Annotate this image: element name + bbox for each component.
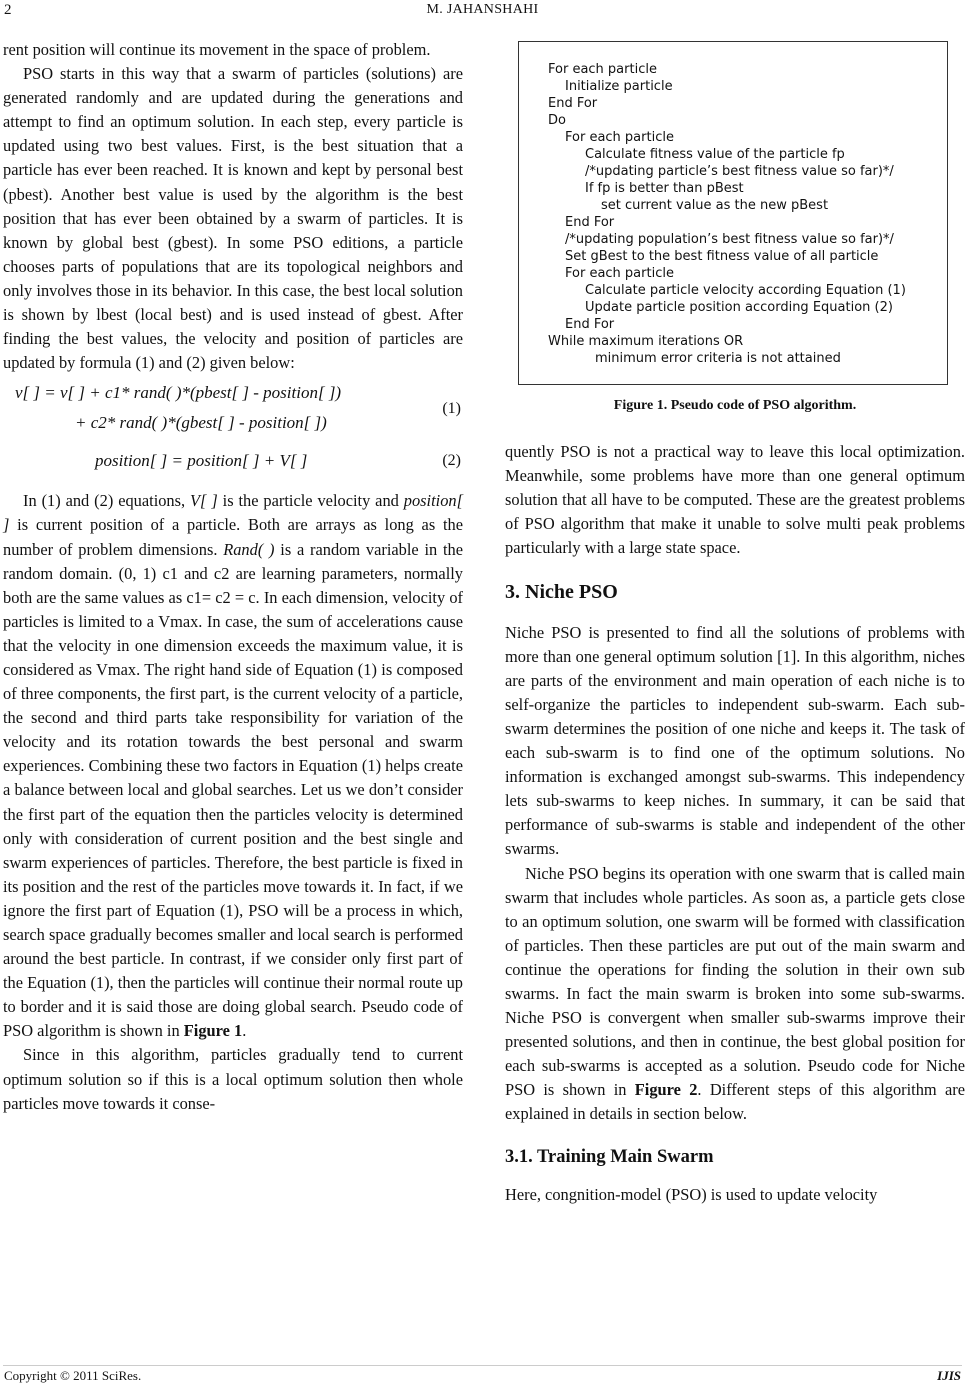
math-rand: Rand( ) (223, 539, 275, 559)
math-position: position[ ] (3, 491, 463, 535)
footer-copyright: Copyright © 2011 SciRes. (4, 1368, 142, 1383)
figure-2-reference[interactable]: Figure 2 (634, 1080, 698, 1100)
figure-1-pseudocode (518, 41, 948, 385)
equation-1-line-1: v[ ] = v[ ] + c1* rand( )*(pbest[ ] - position[ ]) (15, 383, 342, 403)
equation-1-line-2: + c2* rand( )*(gbest[ ] - position[ ]) (75, 413, 327, 433)
footer-journal: IJIS (937, 1368, 961, 1383)
code-line: Set gBest to the best fitness value of all particle (565, 249, 879, 264)
code-line: Update particle position according Equation (2) (585, 300, 893, 315)
code-line: Calculate particle velocity according Equation (1) (585, 283, 906, 298)
equation-2-body: position[ ] = position[ ] + V[ ] (95, 451, 308, 471)
paragraph: Since in this algorithm, particles gradually tend to current optimum solution so if this is a local optimum solution then whole particles move towards it conse- (3, 1045, 463, 1113)
text: . (242, 1021, 247, 1041)
right-column (505, 440, 965, 1207)
paragraph (505, 862, 965, 1127)
section-3-1-title: 3.1. Training Main Swarm (505, 1146, 714, 1167)
code-line: minimum error criteria is not attained (595, 351, 841, 366)
math-v: V[ ] (190, 491, 218, 511)
code-line: While maximum iterations OR (548, 334, 744, 349)
equation-1 (3, 379, 463, 439)
paragraph: Niche PSO is presented to find all the solutions of problems with more than one general optimum solution [1]. In this algorithm, niches are parts of the environment and main operation of each niche is to self-organize the particles to independent sub-swarm. Each sub-swarm determines the position of one niche and keeps it. The task of each sub-swarm is to find one of the optimum solutions. No information is exchanged amongst sub-swarms. This independency lets sub-swarms to keep niches. In summary, it can be said that performance of sub-swarms is stable and independent of the other swarms. (505, 622, 965, 859)
equation-2 (3, 447, 463, 477)
figure-1-caption: Figure 1. Pseudo code of PSO algorithm. (613, 398, 857, 413)
text: is the particle velocity and (222, 491, 399, 511)
paragraph (3, 489, 463, 1043)
section-3-title: 3. Niche PSO (505, 581, 618, 604)
code-line: Initialize particle (565, 79, 673, 94)
code-line: Calculate fitness value of the particle fp (585, 147, 845, 162)
paragraph: PSO starts in this way that a swarm of particles (solutions) are generated randomly and are updated during the generations and attempt to find an optimum solution. In each step, every particle is updated using two best values. First, is the best situation that a particle has ever been reached. It is known and kept by personal best (pbest). Another best value is used by the algorithm is the best position that has ever been obtained by a swarm of particles. It is known by global best (gbest). In some PSO editions, a particle chooses parts of populations that are its topological neighbors and only involves those in its behavior. In this case, the best local solution is shown by lbest (local best) and is used instead of gbest. After finding the best values, the velocity and position of particles are updated by formula (1) and (2) given below: (3, 64, 463, 373)
text: is a random variable in the random domain. (0, 1) c1 and c2 are learning parameters, normally both are the same values as c1= c2 = c. In each dimension, velocity of particles is limited to a Vmax. In case, the sum of accelerations cause that the velocity in one dimension exceeds the maximum value, it is considered as Vmax. The right hand side of Equation (1) is composed of three components, the first part, is the current velocity of a particle, the second and third parts take responsibility for variation of the velocity and its rotation towards the best personal and swarm experiences. Combining these two factors in Equation (1) helps create a balance between local and global searches. Let us we don’t consider the first part of the equation then the particles velocity is determined only with consideration of current position and the best single and swarm experiences of particles. Therefore, the best particle is fixed in its position and the rest of the particles move towards it. In fact, if we ignore the first part of Equation (1), PSO will be a process in which, search space gradually becomes smaller and local search is performed around the best particle. In contrast, if we consider only first part of the Equation (1), then the particles will continue their normal route up to border and it is said those are doing global search. Pseudo code of PSO algorithm is shown in (3, 539, 463, 1041)
paragraph: rent position will continue its movement in the space of problem. (3, 40, 431, 59)
equation-1-number: (1) (442, 400, 461, 418)
paragraph: Here, congnition-model (PSO) is used to update velocity (505, 1184, 878, 1204)
paragraph: quently PSO is not a practical way to leave this local optimization. Meanwhile, some problems have more than one general optimum solution that all have to be computed. These are the greatest problems of PSO algorithm that make it unable to solve multi peak problems particularly with a large state space. (505, 442, 965, 558)
code-line: Do (548, 113, 566, 128)
code-line: set current value as the new pBest (601, 198, 829, 213)
code-line: /*updating particle’s best fitness value so far)*/ (585, 164, 894, 179)
code-line: For each particle (565, 266, 674, 281)
text: Niche PSO begins its operation with one swarm that is called main swarm that includes whole particles. As soon as, a particle gets close to an optimum solution, one swarm will be formed with classification of particles. Then these particles are put out of the main swarm and continue the operations for finding the solution in their own sub swarms. In fact the main swarm is broken into some sub-swarms. Niche PSO is convergent when smaller sub-swarms improve their presented solutions, and then in continue, the best global position for each sub-swarms is accepted as a solution. Pseudo code for Niche PSO is shown in (505, 863, 965, 1100)
code-line: For each particle (565, 130, 674, 145)
text: is current position of a particle. Both are arrays as long as the number of problem dimensions. (3, 515, 463, 559)
figure-1-reference[interactable]: Figure 1 (183, 1021, 243, 1041)
left-column (3, 38, 463, 1116)
equation-2-number: (2) (442, 452, 461, 470)
code-line: End For (548, 96, 598, 111)
running-header-author: M. JAHANSHAHI (426, 2, 539, 17)
text: . Different steps of this algorithm are explained in details in section below. (505, 1080, 965, 1124)
code-line: /*updating population’s best fitness value so far)*/ (565, 232, 894, 247)
footer-divider (3, 1365, 962, 1366)
page-number: 2 (4, 2, 12, 18)
code-line: For each particle (548, 62, 657, 77)
code-line: End For (565, 215, 615, 230)
code-line: End For (565, 317, 615, 332)
code-line: If fp is better than pBest (585, 181, 744, 196)
text: In (1) and (2) equations, (23, 491, 186, 511)
